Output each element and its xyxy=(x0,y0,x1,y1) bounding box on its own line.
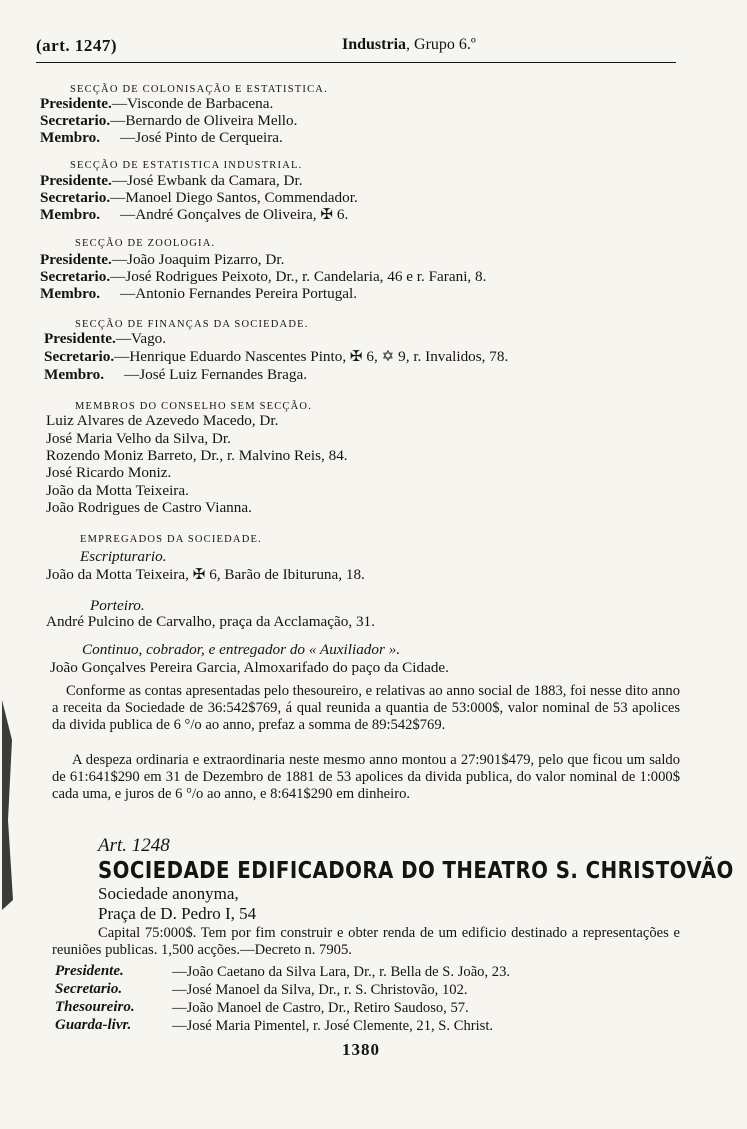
porteiro-label: Porteiro. xyxy=(90,597,145,614)
row-role: Membro. xyxy=(40,285,101,302)
row-text: —José Pinto de Cerqueira. xyxy=(120,129,283,146)
row-role: Presidente. xyxy=(44,330,116,347)
section-heading: SECÇÃO DE FINANÇAS DA SOCIEDADE. xyxy=(75,319,309,330)
header-group: , Grupo 6.º xyxy=(406,36,476,53)
section-row xyxy=(40,112,297,130)
section-heading: SECÇÃO DE ESTATISTICA INDUSTRIAL. xyxy=(70,160,303,171)
row-text: —José Rodrigues Peixoto, Dr., r. Candelaria, 46 e r. Farani, 8. xyxy=(110,268,487,285)
director-role: Guarda-livr. xyxy=(55,1017,132,1033)
row-text: —José Ewbank da Camara, Dr. xyxy=(111,172,303,189)
row-text: —Henrique Eduardo Nascentes Pinto, ✠ 6, ✡ 9, r. Invalidos, 78. xyxy=(114,348,509,365)
row-role: Secretario. xyxy=(40,189,111,206)
margin-ink-mark xyxy=(0,700,16,910)
section-row xyxy=(44,330,166,348)
section-row xyxy=(40,268,486,286)
director-entry: —João Caetano da Silva Lara, Dr., r. Bella de S. João, 23. xyxy=(172,964,511,980)
row-text: —João Joaquim Pizarro, Dr. xyxy=(111,251,285,268)
continuo-entry: João Gonçalves Pereira Garcia, Almoxarifado do paço da Cidade. xyxy=(50,659,449,676)
page-number: 1380 xyxy=(342,1040,380,1059)
council-member: Rozendo Moniz Barreto, Dr., r. Malvino Reis, 84. xyxy=(46,447,348,464)
director-role: Thesoureiro. xyxy=(55,999,135,1015)
section-heading: SECÇÃO DE COLONISAÇÃO E ESTATISTICA. xyxy=(70,84,328,95)
accounts-paragraph: A despeza ordinaria e extraordinaria neste mesmo anno montou a 27:901$479, pelo que ficou um saldo de 61:641$290 em 31 de Dezembro de 1881 de 53 apolices da divida publica, do valor nominal de 1:000$ cada uma, e juros de 6 °/o ao anno, e 8:641$290 em dinheiro. xyxy=(52,752,680,802)
row-text: —Manoel Diego Santos, Commendador. xyxy=(110,189,358,206)
row-text: —Bernardo de Oliveira Mello. xyxy=(110,112,298,129)
section-heading: SECÇÃO DE ZOOLOGIA. xyxy=(75,238,216,249)
section-row xyxy=(44,366,307,384)
director-role: Presidente. xyxy=(55,963,124,979)
row-text: —Visconde de Barbacena. xyxy=(111,95,274,112)
row-role: Membro. xyxy=(44,366,105,383)
porteiro-entry: André Pulcino de Carvalho, praça da Acclamação, 31. xyxy=(46,613,375,630)
row-role: Presidente. xyxy=(40,95,112,112)
section-row xyxy=(40,285,357,303)
row-role: Presidente. xyxy=(40,172,112,189)
continuo-label: Continuo, cobrador, e entregador do « Auxiliador ». xyxy=(82,641,401,658)
council-member: José Maria Velho da Silva, Dr. xyxy=(46,430,231,447)
escriturario-label: Escripturario. xyxy=(80,548,167,565)
council-member: Luiz Alvares de Azevedo Macedo, Dr. xyxy=(46,412,279,429)
article-number: Art. 1248 xyxy=(98,835,170,856)
accounts-paragraph: Conforme as contas apresentadas pelo thesoureiro, e relativas ao anno social de 1883, foi nesse dito anno a receita da Sociedade de 36:542$769, á qual reunida a quantia de 53:000$, valor nominal de 53 apolices da divida publica de 6 °/o ao anno, prefaz a somma de 89:542$769. xyxy=(52,683,680,733)
row-role: Secretario. xyxy=(44,348,115,365)
row-role: Presidente. xyxy=(40,251,112,268)
article-address: Praça de D. Pedro I, 54 xyxy=(98,904,257,923)
row-text: —Antonio Fernandes Pereira Portugal. xyxy=(120,285,358,302)
section-row xyxy=(40,189,358,207)
director-entry: —José Manoel da Silva, Dr., r. S. Christovão, 102. xyxy=(172,982,468,998)
section-row xyxy=(40,172,303,190)
council-member: João Rodrigues de Castro Vianna. xyxy=(46,499,252,516)
row-role: Secretario. xyxy=(40,112,111,129)
page-header xyxy=(36,36,676,63)
director-role: Secretario. xyxy=(55,981,123,997)
employees-heading: EMPREGADOS DA SOCIEDADE. xyxy=(80,534,262,545)
section-row xyxy=(44,348,508,366)
director-entry: —José Maria Pimentel, r. José Clemente, 21, S. Christ. xyxy=(172,1018,494,1034)
council-member: José Ricardo Moniz. xyxy=(46,464,172,481)
director-entry: —João Manoel de Castro, Dr., Retiro Saudoso, 57. xyxy=(172,1000,469,1016)
row-role: Membro. xyxy=(40,206,101,223)
row-role: Membro. xyxy=(40,129,101,146)
article-capital: Capital 75:000$. Tem por fim construir e obter renda de um edificio destinado a representações e reuniões publicas. 1,500 acções.—Decreto n. 7905. xyxy=(52,925,680,958)
council-member: João da Motta Teixeira. xyxy=(46,482,189,499)
row-role: Secretario. xyxy=(40,268,111,285)
article-subtitle: Sociedade anonyma, xyxy=(98,884,239,903)
section-row xyxy=(40,129,283,147)
section-row xyxy=(40,206,348,224)
header-industry: Industria xyxy=(342,36,407,53)
article-reference: (art. 1247) xyxy=(36,36,118,55)
header-category xyxy=(342,36,476,54)
row-text: —Vago. xyxy=(115,330,167,347)
row-text: —André Gonçalves de Oliveira, ✠ 6. xyxy=(120,206,349,223)
article-title: SOCIEDADE EDIFICADORA DO THEATRO S. CHRISTOVÃO xyxy=(98,858,734,884)
row-text: —José Luiz Fernandes Braga. xyxy=(124,366,308,383)
escriturario-entry: João da Motta Teixeira, ✠ 6, Barão de Ibituruna, 18. xyxy=(46,566,365,583)
council-heading: MEMBROS DO CONSELHO SEM SECÇÃO. xyxy=(75,401,313,412)
section-row xyxy=(40,251,284,269)
section-row xyxy=(40,95,273,113)
